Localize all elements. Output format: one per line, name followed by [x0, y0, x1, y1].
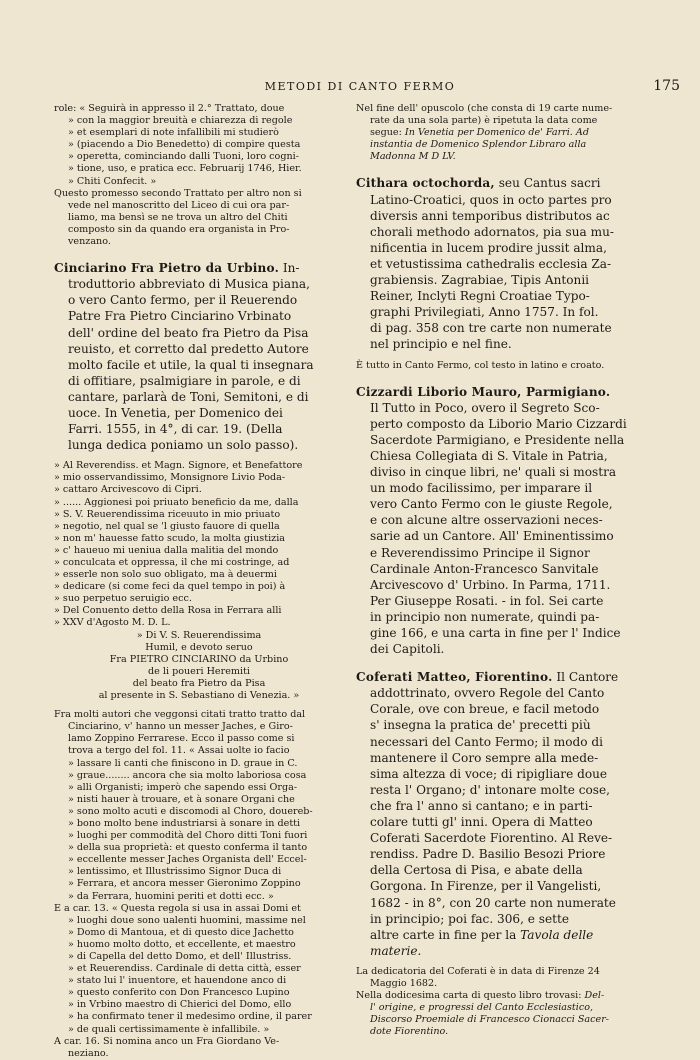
- text-line: » Al Reverendiss. et Magn. Signore, et Benefattore: [54, 460, 303, 472]
- text-line: » della sua proprietà: et questo conferma il tanto: [68, 842, 308, 854]
- text-line: » Del Conuento detto della Rosa in Ferrara alli: [54, 605, 282, 617]
- text-line: venzano.: [68, 236, 111, 248]
- text-span: seu Cantus sacri: [498, 176, 601, 191]
- text-line: gine 166, e una carta in fine per l' Indice: [370, 626, 621, 640]
- text-line: Chiesa Collegiata di S. Vitale in Patria,: [370, 448, 608, 463]
- text-line: » alli Organisti; imperò che sapendo essi Orga-: [68, 781, 298, 793]
- text-line: » luoghi doue sono ualenti huomini, massime nel: [68, 914, 306, 926]
- text-line: in principio non numerate, quindi pa-: [370, 609, 600, 624]
- text-line: diviso in cinque libri, ne' quali si mostra: [370, 465, 617, 480]
- text-line: » di Capella del detto Domo, et dell' Illustriss.: [68, 951, 292, 962]
- text-line: Farri. 1555, in 4°, di car. 19. (Della: [68, 422, 283, 437]
- entry-cizzardi: [356, 384, 648, 658]
- text-line: della Certosa di Pisa, e abate della: [370, 863, 583, 878]
- text-line: trova a tergo del fol. 11. « Assai uolte io facio: [68, 745, 290, 757]
- text-line: » mio osservandissimo, Monsignore Livio Poda-: [54, 472, 286, 484]
- text-line: o vero Canto fermo, per il Reuerendo: [68, 293, 298, 308]
- italic-span: In Venetia per Domenico de' Farri. Ad: [404, 127, 589, 139]
- text-span: Il Cantore: [556, 670, 619, 685]
- text-line: [356, 990, 648, 1002]
- text-line: » esserle non solo suo obligato, ma à deuermi: [54, 569, 277, 581]
- text-line: e Reverendissimo Principe il Signor: [370, 545, 590, 560]
- text-line: » non m' hauesse fatto scudo, la molta giustizia: [54, 532, 285, 544]
- entry-first-line: [356, 175, 648, 191]
- text-line: instantia de Domenico Splendor Libraro alla: [370, 139, 587, 151]
- text-line: sarie ad un Cantore. All' Eminentissimo: [370, 529, 614, 544]
- text-line: Cinciarino, v' hanno un messer Jaches, e Giro-: [68, 721, 293, 733]
- text-line: liamo, ma bensì se ne trova un altro del Chiti: [68, 211, 288, 223]
- text-line: perto composto da Liborio Mario Cizzardi: [370, 416, 627, 431]
- text-line: Madonna M D LV.: [370, 151, 456, 163]
- text-line: » con la maggior breuità e chiarezza di regole: [68, 115, 293, 127]
- text-line: Gorgona. In Firenze, per il Vangelisti,: [370, 879, 602, 894]
- text-line: » lassare li canti che finiscono in D. graue in C.: [68, 757, 298, 769]
- text-line: molto facile et utile, la qual ti insegnara: [68, 357, 314, 372]
- text-line: vero Canto Fermo con le giuste Regole,: [370, 497, 613, 512]
- text-span: segue:: [370, 127, 402, 139]
- text-line: in principio; poi fac. 306, e sette: [370, 911, 570, 926]
- text-line: Corale, ove con breue, e facil metodo: [370, 702, 600, 717]
- text-line: » tione, uso, e pratica ecc. Februarij 1746, Hier.: [68, 163, 302, 175]
- text-line: Discorso Proemiale di Francesco Cionacci Sacer-: [370, 1014, 610, 1026]
- text-line: » Ferrara, et ancora messer Gieronimo Zoppino: [68, 878, 301, 890]
- text-line: nel principio e nel fine.: [370, 337, 512, 352]
- text-line: dote Fiorentino.: [370, 1026, 449, 1038]
- left-top-quote: [54, 103, 344, 188]
- right-bottom-note: [356, 966, 648, 1039]
- text-line: necessari del Canto Fermo; il modo di: [370, 734, 603, 749]
- right-top-note: [356, 103, 648, 163]
- text-line: al presente in S. Sebastiano di Venezia. »: [98, 690, 300, 702]
- text-line: » huomo molto dotto, et eccellente, et maestro: [68, 938, 296, 950]
- text-line: » XXV d'Agosto M. D. L.: [54, 617, 171, 629]
- signature-block: [54, 630, 344, 703]
- text-line: neziano.: [68, 1047, 109, 1059]
- left-bottom-note: [54, 709, 344, 1060]
- text-line: Per Giuseppe Rosati. - in fol. Sei carte: [370, 593, 604, 608]
- text-line: Questo promesso secondo Trattato per altro non si: [54, 187, 302, 199]
- running-header: [40, 78, 680, 96]
- dedication-quote: [54, 460, 344, 629]
- text-line: rendiss. Padre D. Basilio Besozi Priore: [370, 847, 606, 862]
- text-line: » S. V. Reuerendissima riceuuto in mio priuato: [54, 508, 281, 520]
- text-line: Patre Fra Pietro Cinciarino Vrbinato: [68, 309, 292, 324]
- text-line: A car. 16. Si nomina anco un Fra Giordano Ve-: [54, 1035, 280, 1047]
- text-line: » bono molto bene industriarsi à sonare in detti: [68, 817, 301, 829]
- text-line: nificentia in lucem prodire jussit alma,: [370, 240, 607, 255]
- text-line: » ...... Aggionesi poi priuato beneficio da me, dalla: [54, 496, 299, 508]
- text-span: In-: [282, 261, 300, 276]
- text-line: [356, 127, 648, 139]
- text-line: » c' haueuo mi ueniua dalla malitia del mondo: [54, 544, 279, 556]
- text-line: » sono molto acuti e discomodi al Choro, douereb-: [68, 805, 313, 817]
- text-line: » nisti hauer à trouare, et à sonare Organi che: [68, 793, 295, 805]
- text-line: La dedicatoria del Coferati è in data di Firenze 24: [356, 965, 600, 977]
- text-line: dell' ordine del beato fra Pietro da Pisa: [68, 325, 309, 340]
- text-line: de li poueri Heremiti: [148, 665, 250, 677]
- text-line: colare tutti gl' inni. Opera di Matteo: [370, 815, 593, 830]
- italic-span: Del-: [584, 990, 605, 1002]
- text-line: Reiner, Inclyti Regni Croatiae Typo-: [370, 289, 590, 304]
- text-line: materie.: [370, 943, 422, 958]
- text-line: mantenere il Coro sempre alla mede-: [370, 750, 599, 765]
- text-line: Fra molti autori che veggonsi citati tratto tratto dal: [54, 709, 306, 721]
- text-line: uoce. In Venetia, per Domenico dei: [68, 405, 283, 420]
- text-line: Sacerdote Parmigiano, e Presidente nella: [370, 432, 625, 447]
- entry-note: È tutto in Canto Fermo, col testo in latino e croato.: [356, 359, 605, 371]
- text-line: Fra PIETRO CINCIARINO da Urbino: [109, 653, 289, 665]
- text-line: graphi Privilegiati, Anno 1757. In fol.: [370, 305, 599, 320]
- text-line: et vetustissima cathedralis ecclesia Za-: [370, 256, 612, 271]
- running-title: METODI DI CANTO FERMO: [264, 80, 456, 93]
- text-line: Humil, e devoto seruo: [145, 641, 253, 653]
- text-line: del beato fra Pietro da Pisa: [132, 677, 266, 689]
- text-line: sima altezza di voce; di ripigliare doue: [370, 766, 608, 781]
- text-line: » graue........ ancora che sia molto laboriosa cosa: [68, 769, 307, 781]
- text-line: » eccellente messer Jaches Organista dell' Eccel-: [68, 854, 307, 866]
- left-top-note: [54, 188, 344, 248]
- text-line: di pag. 358 con tre carte non numerate: [370, 321, 612, 336]
- entry-first-line: [54, 260, 344, 276]
- entry-heading: Cinciarino Fra Pietro da Urbino.: [54, 261, 279, 276]
- text-line: » Di V. S. Reuerendissima: [136, 629, 262, 641]
- text-line: s' insegna la pratica de' precetti più: [370, 718, 591, 733]
- text-line: troduttorio abbreviato di Musica piana,: [68, 277, 310, 292]
- text-line: vede nel manoscritto del Liceo di cui ora par-: [68, 199, 290, 211]
- text-line: » in Vrbino maestro di Chierici del Domo, ello: [68, 999, 292, 1011]
- italic-span: Tavola delle: [520, 927, 594, 942]
- text-line: composto sin da quando era organista in Pro-: [68, 223, 290, 235]
- text-line: un modo facilissimo, per imparare il: [370, 481, 593, 496]
- right-column: [356, 103, 648, 1038]
- text-line: » dedicare (si come feci da quel tempo in poi) à: [54, 581, 286, 593]
- text-line: » et esemplari di note infallibili mi studierò: [68, 127, 279, 139]
- text-line: » lentissimo, et Illustrissimo Signor Duca di: [68, 866, 282, 878]
- text-line: » conculcata et oppressa, il che mi costringe, ad: [54, 557, 290, 568]
- text-line: » luoghi per commodità del Choro ditti Toni fuori: [68, 830, 308, 842]
- entry-cithara: [356, 175, 648, 371]
- entry-heading: Cizzardi Liborio Mauro, Parmigiano.: [356, 384, 611, 399]
- text-line: » operetta, cominciando dalli Tuoni, loro cogni-: [68, 151, 299, 163]
- text-line: lunga dedica poniamo un solo passo).: [68, 438, 299, 453]
- entry-first-line: [356, 669, 648, 685]
- entry-heading: Coferati Matteo, Fiorentino.: [356, 670, 553, 685]
- text-line: Nel fine dell' opuscolo (che consta di 19 carte nume-: [356, 103, 613, 114]
- text-line: » negotio, nel qual se 'l giusto fauore di quella: [54, 520, 280, 532]
- text-line: Maggio 1682.: [370, 977, 438, 989]
- text-line: » Chiti Confecit. »: [68, 175, 157, 187]
- text-line: l' origine, e progressi del Canto Ecclesiastico,: [370, 1002, 594, 1014]
- text-line: e con alcune altre osservazioni neces-: [370, 513, 603, 528]
- text-line: » da Ferrara, huomini periti et dotti ecc. »: [68, 890, 274, 902]
- text-line: » suo perpetuo seruigio ecc.: [54, 593, 192, 605]
- text-line: [356, 927, 648, 943]
- text-span: altre carte in fine per la: [370, 927, 517, 942]
- text-line: » (piacendo a Dio Benedetto) di compire questa: [68, 139, 301, 151]
- left-column: [54, 103, 344, 1060]
- text-line: 1682 - in 8°, con 20 carte non numerate: [370, 895, 616, 910]
- text-line: diversis anni temporibus distributos ac: [370, 208, 610, 223]
- text-line: che fra l' anno si cantano; e in parti-: [370, 798, 593, 813]
- text-line: grabiensis. Zagrabiae, Tipis Antonii: [370, 273, 590, 288]
- text-line: » stato lui l' inuentore, et hauendone anco di: [68, 975, 287, 987]
- text-line: dei Capitoli.: [370, 642, 445, 657]
- text-line: Arcivescovo d' Urbino. In Parma, 1711.: [370, 577, 611, 592]
- text-line: E a car. 13. « Questa regola si usa in assai Domi et: [54, 902, 301, 914]
- page-number: 175: [653, 78, 680, 94]
- entry-coferati: [356, 669, 648, 959]
- text-line: Il Tutto in Poco, overo il Segreto Sco-: [370, 400, 600, 415]
- entry-heading: Cithara octochorda,: [356, 176, 495, 191]
- text-line: Cardinale Anton-Francesco Sanvitale: [370, 561, 599, 576]
- text-line: resta l' Organo; d' intonare molte cose,: [370, 782, 610, 797]
- text-line: rate da una sola parte) è ripetuta la data come: [370, 115, 598, 127]
- entry-cinciarino: [54, 260, 344, 453]
- text-line: » et Reuerendiss. Cardinale di detta città, esser: [68, 963, 301, 975]
- text-line: reuisto, et corretto dal predetto Autore: [68, 341, 309, 356]
- text-line: role: « Seguirà in appresso il 2.° Trattato, doue: [54, 103, 285, 114]
- text-line: chorali methodo adornatos, pia sua mu-: [370, 224, 614, 239]
- text-line: » cattaro Arcivescovo di Cipri.: [54, 484, 202, 496]
- text-line: di offitiare, psalmigiare in parole, e di: [68, 373, 301, 388]
- text-line: cantare, parlarà de Toni, Semitoni, e di: [68, 389, 309, 404]
- text-line: » Domo di Mantoua, et di questo dice Jachetto: [68, 926, 294, 938]
- text-line: » questo conferito con Don Francesco Lupino: [68, 987, 290, 999]
- text-line: Latino-Croatici, quos in octo partes pro: [370, 192, 612, 207]
- text-line: » ha confirmato tener il medesimo ordine, il parer: [68, 1011, 312, 1023]
- text-line: » de quali certissimamente è infallibile. »: [68, 1023, 270, 1035]
- text-line: addottrinato, ovvero Regole del Canto: [370, 686, 605, 701]
- text-span: Nella dodicesima carta di questo libro trovasi:: [356, 990, 582, 1002]
- text-line: lamo Zoppino Ferrarese. Ecco il passo come si: [68, 733, 295, 745]
- text-line: Coferati Sacerdote Fiorentino. Al Reve-: [370, 831, 613, 846]
